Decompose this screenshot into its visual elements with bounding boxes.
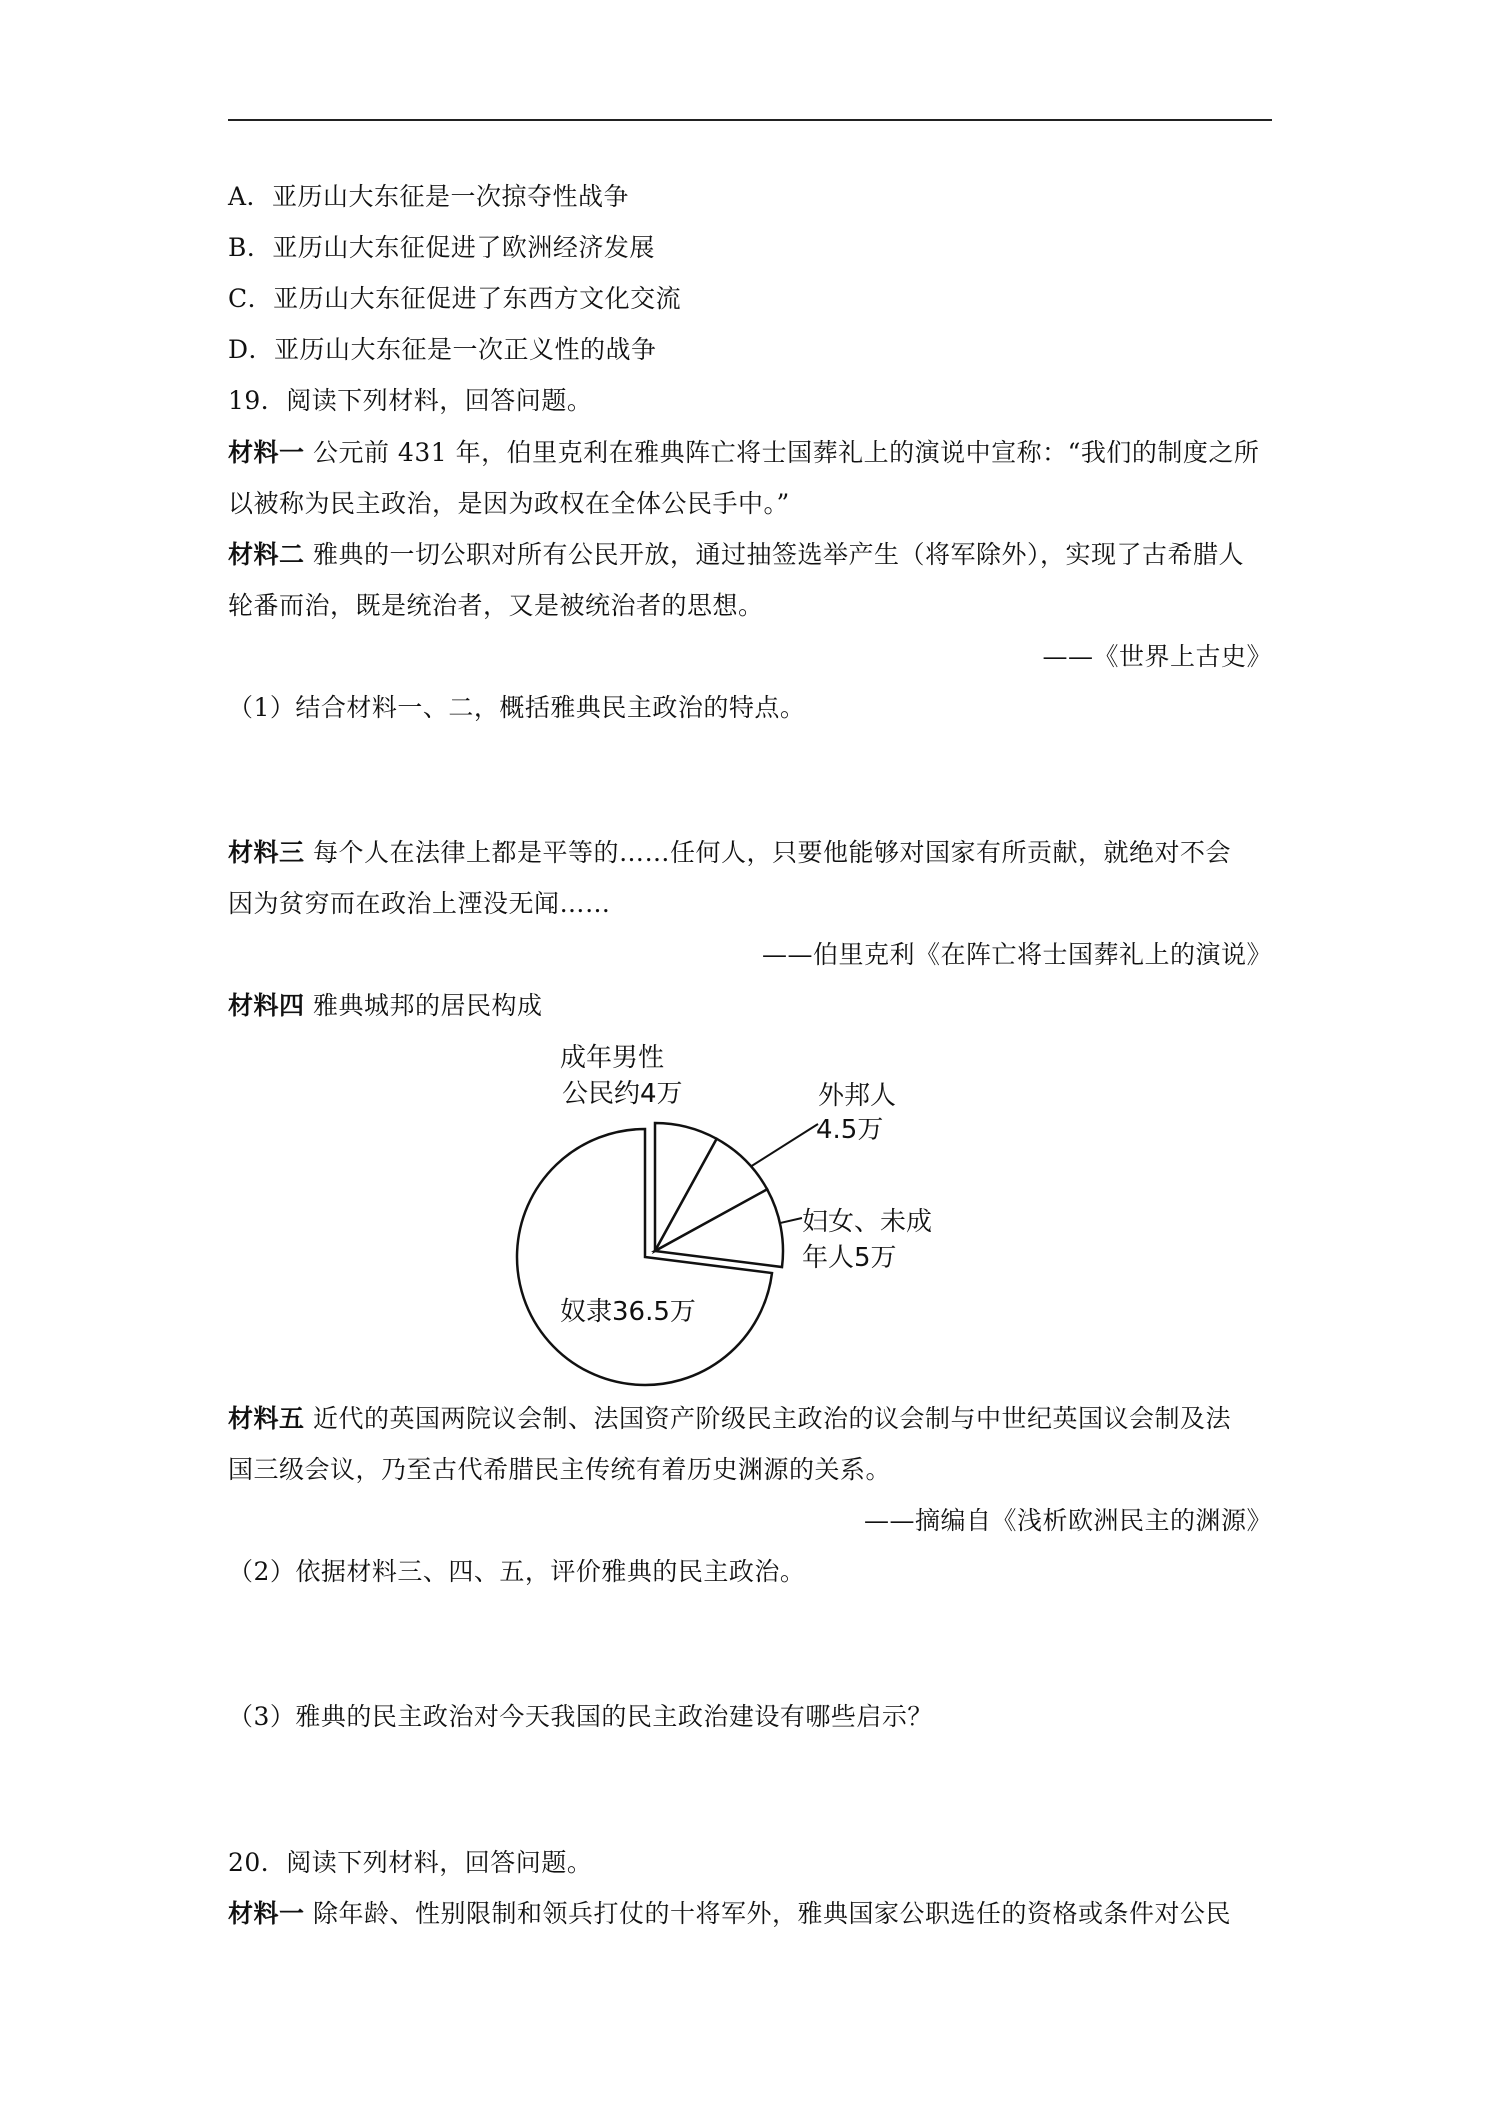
option-d: D．亚历山大东征是一次正义性的战争 [228,335,657,364]
q19-material-2-source: ——《世界上古史》 [1042,642,1272,671]
material-text: 近代的英国两院议会制、法国资产阶级民主政治的议会制与中世纪英国议会制及法 [304,1404,1231,1433]
population-pie-chart [500,1032,1020,1412]
q19-material-3-line-1 [228,838,1231,868]
q19-stem: 19．阅读下列材料，回答问题。 [228,386,593,415]
slice-label-foreigners: 外邦人 [818,1081,897,1111]
q19-material-1-line-1 [228,438,1259,468]
q19-material-2-line-1 [228,540,1244,570]
q20-material-1-line-1 [228,1899,1231,1929]
option-c: C．亚历山大东征促进了东西方文化交流 [228,284,682,313]
q19-material-1-line-2: 以被称为民主政治，是因为政权在全体公民手中。” [228,489,790,518]
q20-stem: 20．阅读下列材料，回答问题。 [228,1848,593,1877]
slice-label-women-minors: 妇女、未成 [802,1207,933,1237]
slice-label-women-minors-value: 年人5万 [802,1243,897,1273]
slice-label-foreigners-value: 4.5万 [816,1115,884,1145]
q19-material-5-source: ——摘编自《浅析欧洲民主的渊源》 [863,1506,1272,1535]
material-text: 雅典城邦的居民构成 [304,991,543,1020]
header-rule [228,119,1272,121]
material-label: 材料三 [228,838,305,867]
q19-subquestion-2: （2）依据材料三、四、五，评价雅典的民主政治。 [228,1557,806,1586]
material-text: 除年龄、性别限制和领兵打仗的十将军外，雅典国家公职选任的资格或条件对公民 [304,1899,1231,1928]
q19-material-5-line-1 [228,1404,1231,1434]
slice-label-citizens: 成年男性 [560,1043,665,1073]
material-label: 材料二 [228,540,305,569]
q19-material-3-line-2: 因为贫穷而在政治上湮没无闻…… [228,889,611,918]
material-text: 每个人在法律上都是平等的……任何人，只要他能够对国家有所贡献，就绝对不会 [304,838,1231,867]
slice-label-citizens-value: 公民约4万 [562,1079,683,1109]
option-b: B．亚历山大东征促进了欧洲经济发展 [228,233,655,262]
q19-subquestion-3: （3）雅典的民主政治对今天我国的民主政治建设有哪些启示？ [228,1702,933,1731]
leader-line-women-minors [780,1218,802,1223]
q19-subquestion-1: （1）结合材料一、二，概括雅典民主政治的特点。 [228,693,806,722]
leader-line-foreigners [751,1124,818,1166]
q19-material-4 [228,991,542,1021]
material-text: 公元前 431 年，伯里克利在雅典阵亡将士国葬礼上的演说中宣称：“我们的制度之所 [304,438,1260,467]
material-label: 材料一 [228,1899,305,1928]
option-a: A．亚历山大东征是一次掠夺性战争 [228,182,630,211]
material-text: 雅典的一切公职对所有公民开放，通过抽签选举产生（将军除外），实现了古希腊人 [304,540,1244,569]
material-label: 材料四 [228,991,305,1020]
slice-label-slaves: 奴隶36.5万 [560,1297,696,1327]
q19-material-5-line-2: 国三级会议，乃至古代希腊民主传统有着历史渊源的关系。 [228,1455,892,1484]
q19-material-3-source: ——伯里克利《在阵亡将士国葬礼上的演说》 [761,940,1272,969]
material-label: 材料一 [228,438,305,467]
material-label: 材料五 [228,1404,305,1433]
q19-material-2-line-2: 轮番而治，既是统治者，又是被统治者的思想。 [228,591,764,620]
